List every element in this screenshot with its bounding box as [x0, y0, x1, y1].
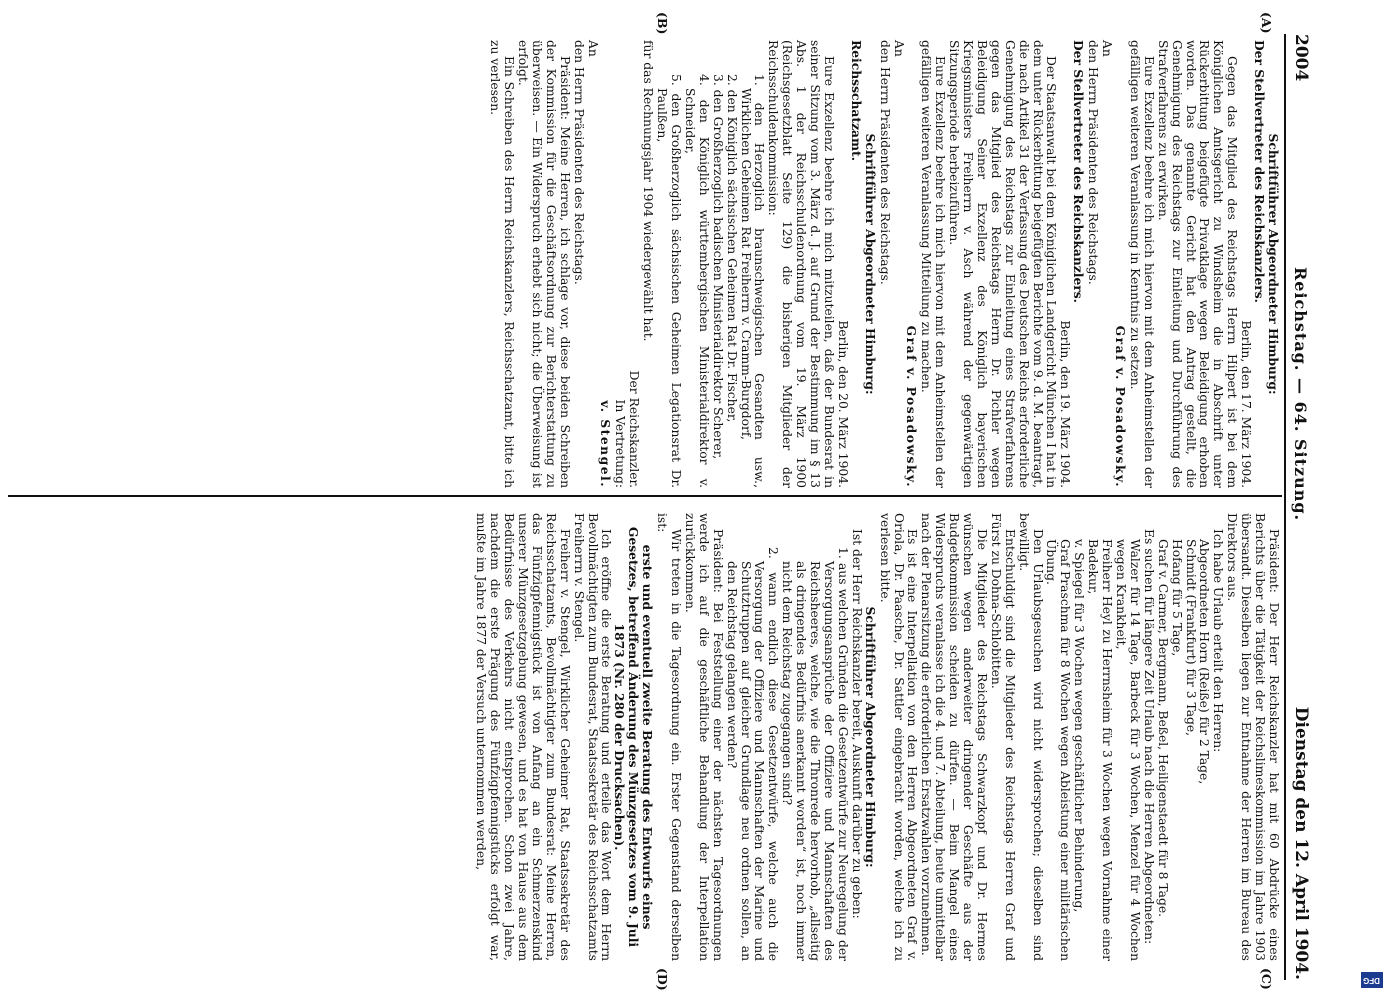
header-date: Dienstag den 12. April 1904.: [1291, 706, 1311, 980]
signature: Graf v. Posadowsky.: [904, 325, 920, 488]
paragraph: Den Urlaubsgesuchen wird nicht widersprochen; dieselben sind bewilligt.: [1016, 513, 1045, 961]
page-number: 2004: [1291, 34, 1311, 82]
list-item: 1. den Herzoglich braunschweigischen Gesandten usw., Wirklichen Geheimen Rat Freiherrn v. Cramm-Burgdorf,: [738, 74, 767, 488]
paragraph: Eure Exzellenz beehre ich mich mitzuteilen, daß der Bundesrat in seiner Sitzung vom 3. März d. J. auf Grund der Bestimmung im § 13 Abs. 1 der Reichsschuldenordnung vom 19. März 1900 (Reichsgesetzblatt Seite 129) die bisherigen Mitglieder der Reichsschuldenkommission:: [766, 40, 836, 488]
list-item: v. Spiegel für 3 Wochen wegen geschäftlicher Behinderung,: [1072, 539, 1087, 913]
letter-date: Berlin, den 17. März 1904.: [1239, 320, 1254, 488]
paragraph: Gegen das Mitglied des Reichstags Herrn Hilpert ist bei dem Königlichen Amtsgericht zu Windsheim die in Abschrift unter Rückerbittung beigefügte Privatklage wegen Beleidigung erhoben worden. Das genannte Gericht hat den Antrag gestellt, die Genehmigung des Reichstags zur Einleitung und Durchführung des Strafverfahrens zu erwirken.: [1155, 40, 1240, 488]
list-item: Schmidt (Frankfurt) für 3 Tage,: [1183, 539, 1198, 737]
letter-head: Der Stellvertreter des Reichskanzlers.: [1252, 40, 1268, 303]
column-divider: [8, 495, 1282, 497]
page-header: [1284, 34, 1316, 980]
address: den Herrn Präsidenten des Reichstags.: [571, 40, 586, 285]
signature-note: In Vertretung:: [613, 399, 628, 488]
right-column: [473, 513, 1280, 961]
speaker-line: Schriftführer Abgeordneter Himburg:: [862, 606, 878, 868]
margin-mark-c: (C): [1259, 968, 1274, 990]
paragraph: Wir treten in die Tagesordnung ein. Erster Gegenstand derselben ist:: [655, 513, 684, 961]
paragraph: Der Staatsanwalt bei dem Königlichen Landgericht München I hat in dem unter Rückerbittung beigefügten Berichte vom 9. d. M. beantragt, die nach Artikel 31 der Verfassung des Deutschen Reichs erforderliche Genehmigung des Reichstags zur Einleitung eines Strafverfahrens gegen das Mitglied des Reichstags Herrn Dr. Pichler wegen Beleidigung Seiner Exzellenz des Königlich bayerischen Kriegsministers Freiherrn v. Asch während der gegenwärtigen Sitzungsperiode herbeizuführen.: [947, 40, 1059, 488]
header-title: Reichstag. — 64. Sitzung.: [1291, 266, 1311, 522]
paragraph: Ich eröffne die erste Beratung und erteile das Wort dem Herrn Bevollmächtigten zum Bundesrat, Staatssekretär des Reichsschatzamts Freiherrn v. Stengel.: [571, 513, 614, 961]
paragraph: Präsident: Bei Feststellung einer der nächsten Tagesordnungen werde ich auf die geschäftliche Behandlung der Interpellation zurückkommen.: [682, 513, 725, 961]
signature: Graf v. Posadowsky.: [1113, 325, 1129, 488]
paragraph: Entschuldigt sind die Mitglieder des Reichstags Herren Graf und Fürst zu Dohna-Schlobitten.: [988, 513, 1017, 961]
margin-mark-a: (A): [1259, 12, 1274, 34]
speaker-line: Schriftführer Abgeordneter Himburg:: [1266, 133, 1281, 395]
letter-date: Berlin, den 19. März 1904.: [1058, 320, 1073, 488]
list-item: 5. den Großherzoglich sächsischen Geheimen Legationsrat Dr. Paulßen,: [655, 74, 684, 488]
paragraph: Es suchen für längere Zeit Urlaub nach die Herren Abgeordneten:: [1141, 529, 1156, 945]
list-item: Graf v. Carmer, Bergmann, Beßel, Heiligenstaedt für 8 Tage.: [1155, 539, 1170, 918]
paragraph: Es ist eine Interpellation von den Herren Abgeordneten Graf v. Oriola, Dr. Paasche, Dr. Sattler eingebracht worden, welche ich zu verlesen bitte.: [877, 513, 920, 961]
margin-mark-d: (D): [655, 968, 670, 991]
list-item: Graf Praschma für 8 Wochen wegen Ableistung einer militärischen Übung.: [1044, 539, 1073, 961]
list-item: 2. den Königlich sächsischen Geheimen Rat Dr. Fischer,: [724, 74, 739, 423]
margin-mark-b: (B): [655, 12, 670, 35]
paragraph: Eure Exzellenz beehre ich mich hiervon mit dem Anheimstellen der gefälligen weiteren Veranlassung Mitteilung zu machen.: [919, 40, 948, 488]
signature-title: Der Reichskanzler.: [627, 370, 642, 488]
paragraph: Eure Exzellenz beehre ich mich hiervon mit dem Anheimstellen der gefälligen weiteren Veranlassung in Kenntnis zu setzen.: [1127, 40, 1156, 488]
address: den Herrn Präsidenten des Reichstags.: [1086, 40, 1101, 285]
letter-head: Der Stellvertreter des Reichskanzlers.: [1071, 40, 1087, 303]
list-item: 2. wann endlich diese Gesetzentwürfe, welche auch die Versorgung der Offiziere und Mannschaften der Marine und Schutztruppen auf gleicher Grundlage neu ordnen sollen, an den Reichstag gelangen werden?: [724, 547, 781, 961]
list-item: Abgeordneten Horn (Reiße) für 2 Tage,: [1197, 539, 1212, 785]
list-item: Hofang für 5 Tage,: [1169, 539, 1184, 657]
list-item: 1. aus welchen Gründen die Gesetzentwürfe zur Neuregelung der Versorgungsansprüche der Offiziere und Mannschaften des Reichsheeres, welche, wie die Thronrede hervorhob, „allseitig als dringendes Bedürfnis anerkannt worden“ ist, noch immer nicht dem Reichstag zugegangen sind?: [780, 547, 850, 961]
dfg-logo: DFG: [1361, 972, 1383, 988]
paragraph: Die Mitglieder des Reichstags Schwarzkopf und Dr. Hermes wünschen wegen anderweiter dringender Geschäfte aus der Budgetkommission scheiden zu dürfen. — Beim Mangel eines Widerspruchs veranlasse ich die 4. und 7. Abteilung, heute unmittelbar nach der Plenarsitzung die erforderlichen Ersatzwahlen vorzunehmen.: [919, 513, 989, 961]
address-an: An: [585, 40, 600, 57]
paragraph: für das Rechnungsjahr 1904 wiedergewählt hat.: [641, 40, 656, 342]
paragraph: Ich habe Urlaub erteilt den Herren:: [1211, 529, 1226, 753]
list-item: 3. den Großherzoglich badischen Ministerialdirektor Scherer,: [710, 74, 725, 460]
paragraph: Ein Schreiben des Herrn Reichskanzlers, Reichsschatzamt, bitte ich zu verlesen.: [488, 40, 517, 488]
list-item: 4. den Königlich württembergischen Ministerialdirektor v. Schneider,: [682, 74, 711, 488]
address-an: An: [1100, 40, 1115, 57]
left-column: [487, 40, 1280, 488]
paragraph: Freiherr v. Stengel, Wirklicher Geheimer Rat, Staatssekretär des Reichsschatzamts, Bevollmächtigter zum Bundesrat: Meine Herren, das Fünfzigpfennigstück ist von Anfang an ein Schmerzenskind unserer Münzgesetzgebung gewesen, und es hat von Hause aus dem Bedürfnisse des Verkehrs nicht entsprochen. Schon zwei Jahre, nachdem die erste Prägung des Fünfzigpfennigstücks erfolgt war, mußte im Jahre 1877 der Versuch unternommen werden,: [474, 513, 572, 961]
agenda-item: erste und eventuell zweite Beratung des Entwurfs eines Gesetzes, betreffend Änderung des Münzgesetzes vom 9. Juli 1873 (Nr. 280 der Drucksachen).: [612, 526, 656, 948]
letter-date: Berlin, den 20. März 1904.: [835, 320, 850, 488]
letter-head: Reichsschatzamt.: [848, 40, 864, 161]
paragraph: Präsident: Meine Herren, ich schlage vor, diese beiden Schreiben der Kommission für die Geschäftsordnung zur Berichterstattung zu überweisen. — Ein Widerspruch erhebt sich nicht; die Überweisung ist erfolgt.: [516, 40, 572, 488]
paragraph: Präsident: Der Herr Reichskanzler hat mit 60 Abdrücke eines Berichts über die Tätigkeit der Reichslimeskommission im Jahre 1903 übersandt. Dieselben liegen zur Entnahme der Herren im Bureau des Direktors aus.: [1225, 513, 1281, 961]
footer-credit: [1365, 8, 1381, 992]
speaker-line: Schriftführer Abgeordneter Himburg:: [862, 133, 878, 395]
signature: v. Stengel.: [598, 400, 614, 488]
address: den Herrn Präsidenten des Reichstags.: [877, 40, 892, 285]
list-item: Freiherr Heyl zu Herrnsheim für 3 Wochen wegen Vornahme einer Badekur,: [1086, 539, 1115, 961]
list-item: Walzer für 14 Tage, Barbeck für 3 Wochen, Menzel für 4 Wochen wegen Krankheit,: [1114, 539, 1142, 961]
address-an: An: [891, 40, 906, 57]
paragraph: Ist der Herr Reichskanzler bereit, Auskunft darüber zu geben:: [849, 529, 864, 919]
